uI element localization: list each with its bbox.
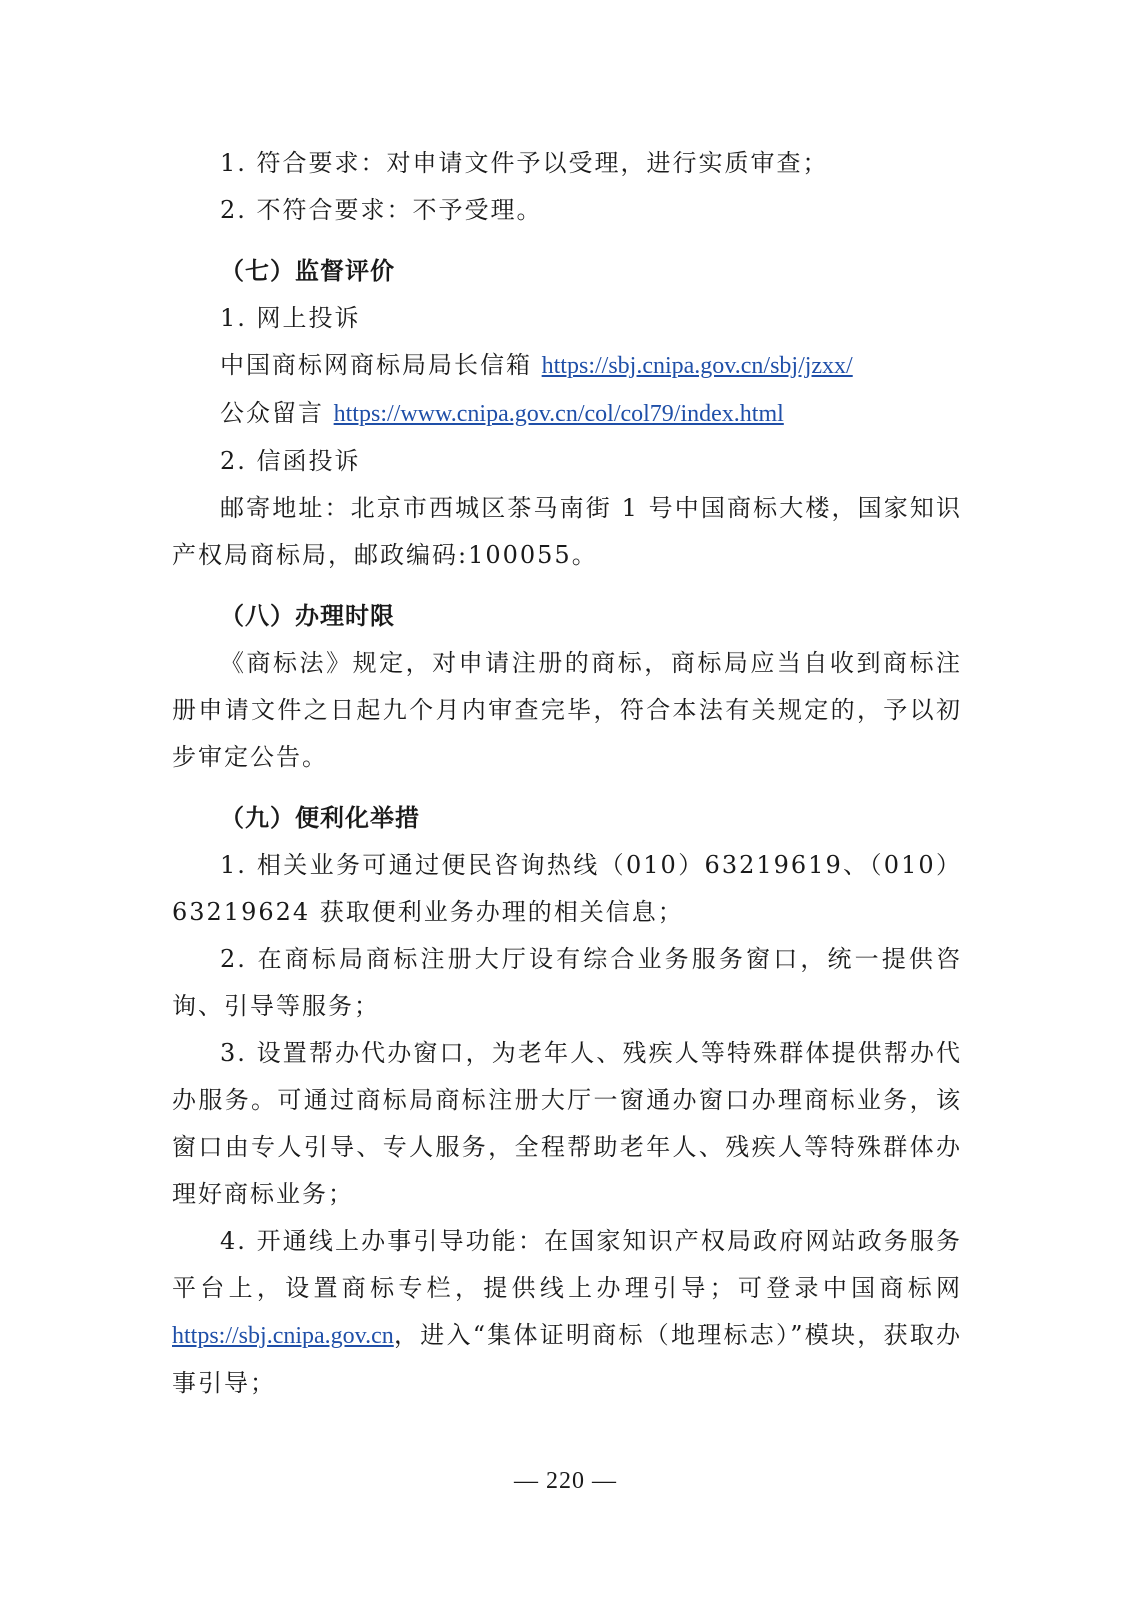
paragraph-assisted-service: 3. 设置帮办代办窗口，为老年人、残疾人等特殊群体提供帮办代办服务。可通过商标局商标注册大厅一窗通办窗口办理商标业务，该窗口由专人引导、专人服务，全程帮助老年人、残疾人等特殊群体办理好商标业务； [172,1039,962,1208]
public-message-link[interactable]: https://www.cnipa.gov.cn/col/col79/index.html [333,401,784,427]
paragraph-online-guidance [172,1218,962,1407]
paragraph-service-window: 2. 在商标局商标注册大厅设有综合业务服务窗口，统一提供咨询、引导等服务； [172,945,962,1020]
paragraph-public-message [172,390,962,438]
paragraph-requirement-met: 1. 符合要求：对申请文件予以受理，进行实质审查； [220,149,829,177]
public-message-label: 公众留言 [220,399,334,427]
paragraph-letter-complaint: 2. 信函投诉 [220,447,361,475]
paragraph-mailing-address: 邮寄地址：北京市西城区茶马南街 1 号中国商标大楼，国家知识产权局商标局，邮政编码:100055。 [172,494,962,569]
paragraph-online-complaint: 1. 网上投诉 [220,304,361,332]
paragraph-hotline: 1. 相关业务可通过便民咨询热线（010）63219619、（010）63219624 获取便利业务办理的相关信息； [172,851,962,926]
document-body [172,140,962,1407]
paragraph-trademark-law-rule: 《商标法》规定，对申请注册的商标，商标局应当自收到商标注册申请文件之日起九个月内审查完毕，符合本法有关规定的，予以初步审定公告。 [172,649,962,771]
director-mailbox-link[interactable]: https://sbj.cnipa.gov.cn/sbj/jzxx/ [541,353,853,379]
paragraph-requirement-not-met: 2. 不符合要求：不予受理。 [220,196,543,224]
paragraph-director-mailbox [172,342,962,390]
online-guidance-tail: ，进入“集体证明商标（地理标志）”模块，获取办事引导； [172,1321,962,1397]
heading-facilitation-measures: （九）便利化举措 [220,804,420,832]
heading-supervision-evaluation: （七）监督评价 [220,257,395,285]
trademark-site-link[interactable]: https://sbj.cnipa.gov.cn [172,1323,394,1349]
heading-processing-time-limit: （八）办理时限 [220,602,395,630]
page-number: — 220 — [514,1468,617,1494]
online-guidance-text: 4. 开通线上办事引导功能：在国家知识产权局政府网站政务服务平台上，设置商标专栏，提供线上办理引导；可登录中国商标网 [172,1227,962,1302]
director-mailbox-label: 中国商标网商标局局长信箱 [220,351,542,379]
